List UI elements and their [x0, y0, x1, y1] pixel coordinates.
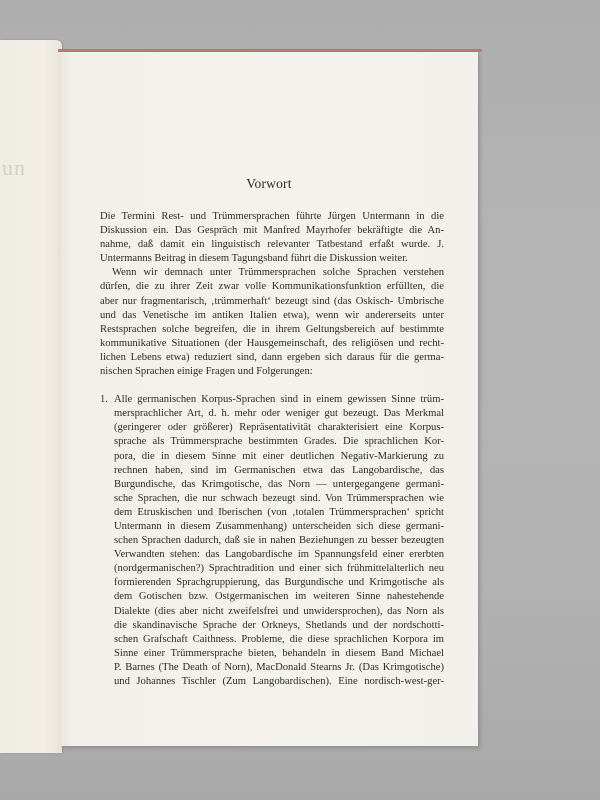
text-line: sprache als Trümmersprache bestimmten Grades. Die sprachlichen Kor-: [114, 436, 444, 448]
text-line: Verwandten stehen: das Langobardische im Spannungsfeld einer ererbten: [114, 549, 444, 561]
text-line: mersprachlicher Art, d. h. mehr oder weniger gut bezeugt. Das Merkmal: [114, 408, 444, 420]
text-line: kommunikative Situationen (der Hausgemeinschaft, des religiösen und recht-: [100, 337, 444, 349]
paragraph-gap: [100, 379, 444, 393]
text-line: die skandinavische Sprache der Orkneys, Shetlands und der nordschotti-: [114, 619, 444, 631]
text-line: nahme, daß damit ein linguistisch relevanter Tatbestand erfaßt wurde. J.: [100, 239, 444, 251]
text-line: nischen Sprachen einige Fragen und Folgerungen:: [100, 366, 313, 378]
text-line: Die Termini Rest- und Trümmersprachen führte Jürgen Untermann in die: [100, 211, 444, 222]
text-line: lichen Lebens etwa) reduziert sind, dann ergeben sich daraus für die germa-: [100, 351, 444, 363]
paragraph-1: [100, 210, 444, 266]
body-text: [100, 210, 444, 689]
text-line: Untermann in diesem Zusammenhang) unterscheiden sich diese germani-: [114, 520, 444, 532]
text-line: dürfen, die zu ihrer Zeit zwar volle Kommunikationsfunktion erfüllten, die: [100, 281, 444, 293]
text-line: Burgundische, das Krimgotische, das Norn — untergegangene germani-: [114, 478, 444, 490]
text-line: aber nur fragmentarisch, ‚trümmerhaft‘ bezeugt sind (das Oskisch- Umbrische: [100, 295, 444, 307]
left-page: [0, 40, 62, 753]
text-line: Dialekte (dies aber nicht zweifelsfrei und unwidersprochen), das Norn als: [114, 605, 444, 617]
text-line: rechnen haben, sind im Germanischen etwa das Langobardische, das: [114, 464, 444, 476]
text-line: (nordgermanischen?) Sprachtradition und einer sich frühmittelalterlich neu: [114, 563, 444, 575]
list-item-number: 1.: [100, 394, 108, 406]
text-line: Diskussion ein. Das Gespräch mit Manfred Mayrhofer bekräftigte die An-: [100, 225, 444, 237]
paragraph-2: [100, 266, 444, 379]
page-heading: Vorwort: [246, 176, 292, 191]
text-line: dem Gotischen bzw. Ostgermanischen im weiteren Sinne nahestehende: [114, 591, 444, 603]
text-line: und das Venetische im antiken Italien etwa), wenn wir andererseits unter: [100, 309, 444, 321]
text-line: formierenden Sprachgruppierung, das Burgundische und Krimgotische als: [114, 577, 444, 589]
right-page: [60, 52, 478, 746]
text-line: (geringerer oder größerer) Repräsentativität charakterisiert eine Korpus-: [114, 422, 444, 434]
text-line: schen Grafschaft Caithness. Probleme, die diese sprachlichen Korpora im: [114, 633, 444, 645]
text-line: und Johannes Tischler (Zum Langobardischen). Eine nordisch-west-ger-: [114, 676, 444, 687]
text-line: Untermanns Beitrag in diesem Tagungsband führt die Diskussion weiter.: [100, 253, 408, 265]
text-line: pora, die in diesem Sinne mit einer deutlichen Negativ-Markierung zu: [114, 450, 444, 462]
text-line: P. Barnes (The Death of Norn), MacDonald Stearns Jr. (Das Krimgotische): [114, 661, 444, 673]
list-item-1: [100, 393, 444, 689]
text-line: dem Etruskischen und Iberischen (von ‚totalen Trümmersprachen‘ spricht: [114, 506, 444, 518]
text-line: sche Sprachen, die nur schwach bezeugt sind. Von Trümmersprachen wie: [114, 492, 444, 504]
text-line: Sinne einer Trümmersprache bieten, behandeln in diesem Band Michael: [114, 647, 444, 659]
text-line: Alle germanischen Korpus-Sprachen sind in einem gewissen Sinne trüm-: [114, 394, 444, 406]
text-line: Wenn wir demnach unter Trümmersprachen solche Sprachen verstehen: [112, 267, 444, 279]
text-line: Restsprachen solche begreifen, die in ihrem Geltungsbereich auf bestimmte: [100, 323, 444, 335]
text-line: schen Sprachen dadurch, daß sie in nahen Beziehungen zu besser bezeugten: [114, 535, 444, 547]
left-page-bleed-text: un: [2, 155, 26, 180]
